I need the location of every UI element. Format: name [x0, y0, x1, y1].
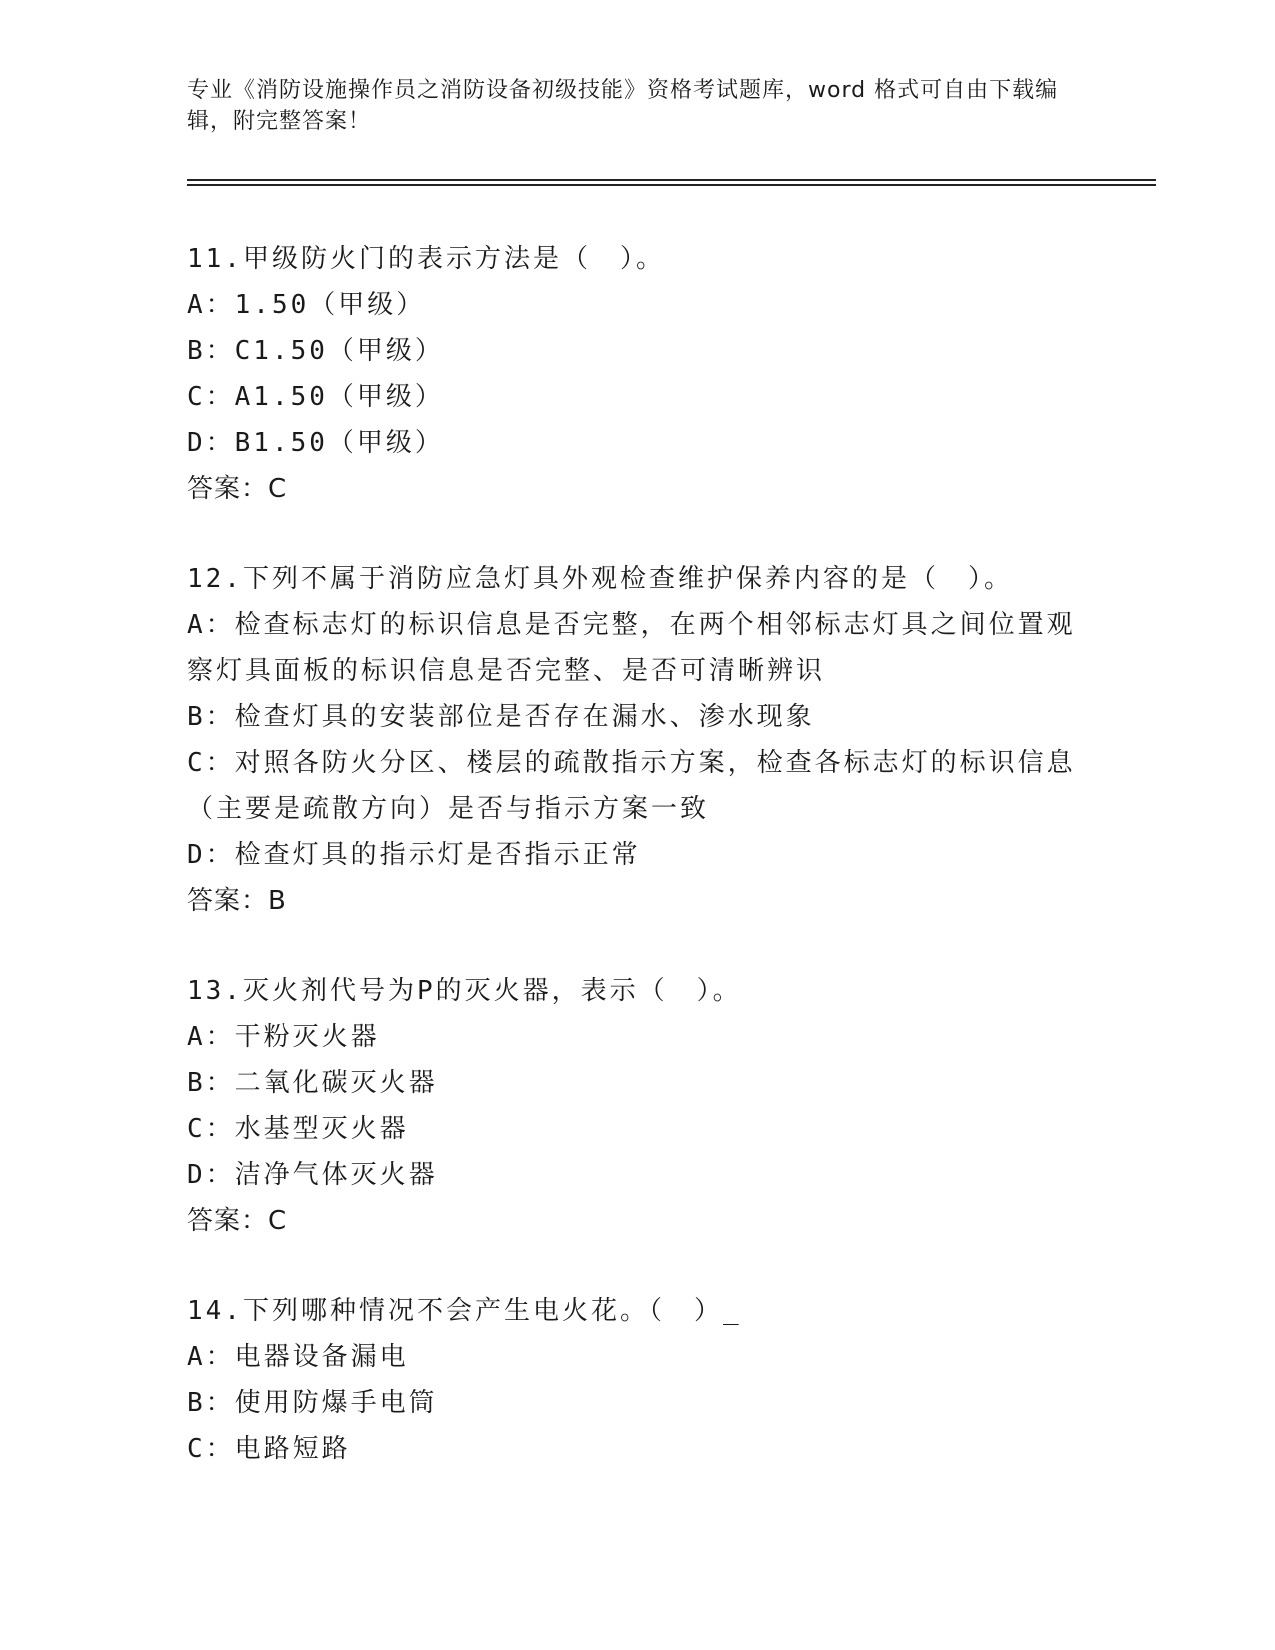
option-c: C：电路短路	[187, 1434, 351, 1464]
option-a: A：电器设备漏电	[187, 1342, 409, 1372]
option-d: D：B1.50（甲级）	[187, 428, 444, 458]
option-d: D：检查灯具的指示灯是否指示正常	[187, 840, 641, 870]
header-rule-top	[187, 179, 1156, 181]
answer: 答案：C	[187, 474, 288, 504]
answer: 答案：C	[187, 1206, 288, 1236]
option-c: C：对照各防火分区、楼层的疏散指示方案，检查各标志灯的标识信息（主要是疏散方向）是否与指示方案一致	[187, 748, 1076, 824]
option-b: B：使用防爆手电筒	[187, 1388, 438, 1418]
question-stem: 11.甲级防火门的表示方法是（ ）。	[187, 244, 665, 274]
option-d: D：洁净气体灭火器	[187, 1160, 438, 1190]
question-list	[187, 236, 1087, 1516]
option-c: C：A1.50（甲级）	[187, 382, 444, 412]
option-b: B：C1.50（甲级）	[187, 336, 444, 366]
header-rule-bottom	[187, 184, 1156, 186]
option-a: A：干粉灭火器	[187, 1022, 380, 1052]
document-header: 专业《消防设施操作员之消防设备初级技能》资格考试题库，word 格式可自由下载编辑，附完整答案！	[187, 78, 1059, 134]
answer: 答案：B	[187, 886, 287, 916]
question-13	[187, 968, 1087, 1244]
option-c: C：水基型灭火器	[187, 1114, 409, 1144]
option-a: A：1.50（甲级）	[187, 290, 426, 320]
question-14	[187, 1288, 1087, 1472]
question-stem: 12.下列不属于消防应急灯具外观检查维护保养内容的是（ ）。	[187, 564, 1013, 594]
option-b: B：二氧化碳灭火器	[187, 1068, 438, 1098]
option-b: B：检查灯具的安装部位是否存在漏水、渗水现象	[187, 702, 815, 732]
option-a: A：检查标志灯的标识信息是否完整，在两个相邻标志灯具之间位置观察灯具面板的标识信息是否完整、是否可清晰辨识	[187, 610, 1076, 686]
question-stem: 14.下列哪种情况不会产生电火花。（ ）_	[187, 1296, 742, 1326]
question-12	[187, 556, 1087, 924]
question-11	[187, 236, 1087, 512]
question-stem: 13.灭火剂代号为P的灭火器，表示（ ）。	[187, 976, 742, 1006]
